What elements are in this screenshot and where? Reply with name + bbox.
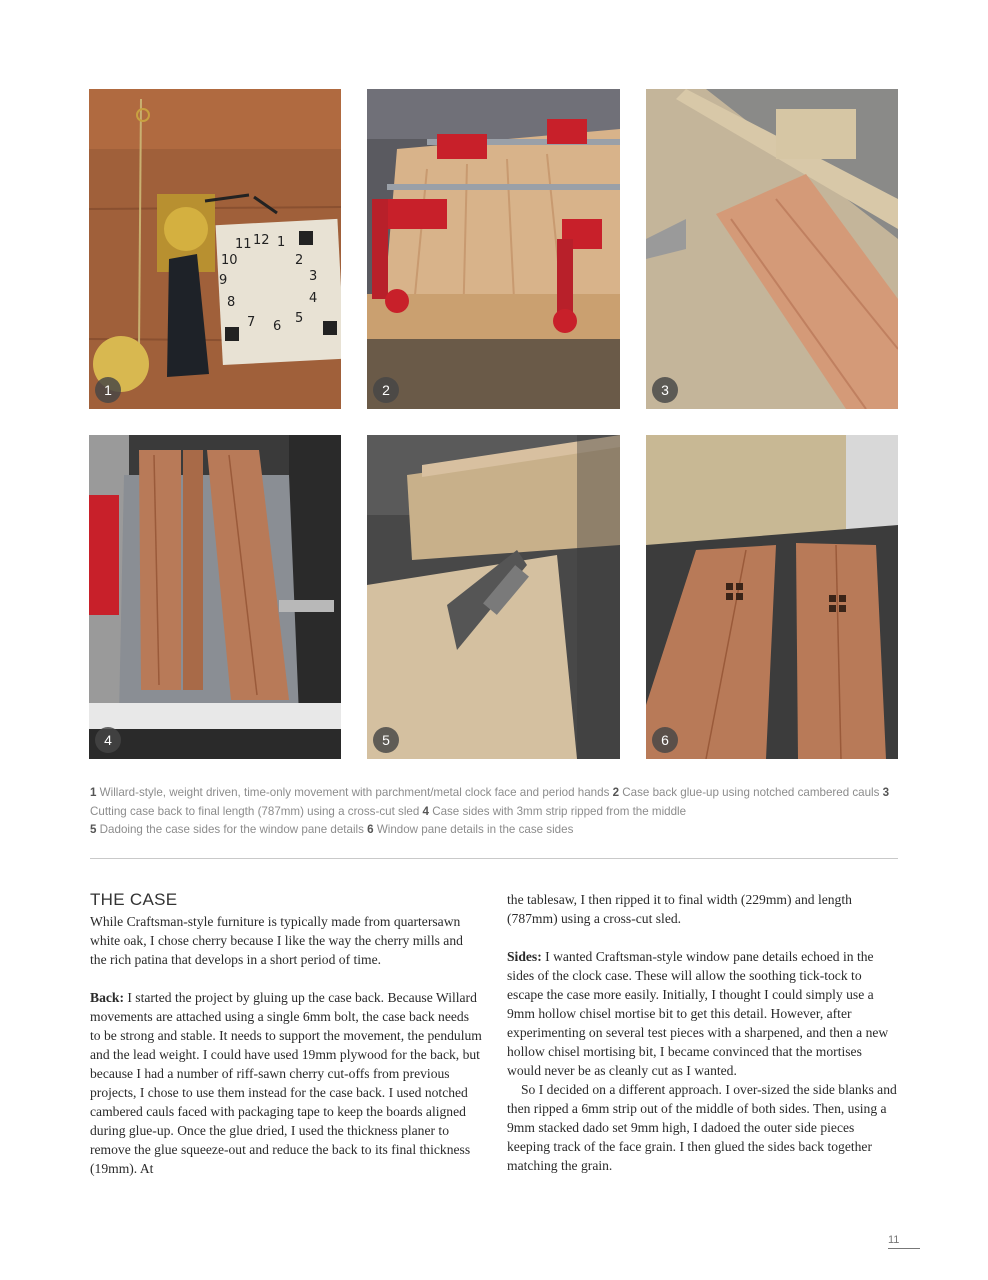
- caption-number: 5: [90, 823, 97, 836]
- photo-4-case-sides: [89, 435, 341, 759]
- caption-number: 1: [90, 786, 97, 799]
- photo-number-badge: 3: [652, 377, 678, 403]
- caption-number: 6: [367, 823, 374, 836]
- back-text: I started the project by gluing up the case back. Because Willard movements are attached using a single 6mm bolt, the case back needs to be strong and stable. It needs to support the movement, the pendulum and the lead weight. I could have used 19mm plywood for the back, but because I had a number of riff-sawn cherry cut-offs from previous projects, I chose to use them instead for the case back. I used notched cambered cauls faced with packaging tape to keep the boards aligned during glue-up. Once the glue dried, I used the thickness planer to remove the glue squeeze-out and reduce the back to its final thickness (19mm). At: [90, 990, 482, 1176]
- caption-number: 3: [882, 786, 890, 799]
- page-number: 11: [888, 1234, 920, 1249]
- photo-captions: [90, 784, 890, 840]
- section-heading: THE CASE: [90, 890, 178, 909]
- sides-paragraph: [507, 947, 899, 1080]
- caption-text: Dadoing the case sides for the window pane details: [96, 823, 368, 836]
- sides-label: Sides:: [507, 949, 542, 964]
- caption-text: Window pane details in the case sides: [373, 823, 574, 836]
- sides-text: I wanted Craftsman-style window pane details echoed in the sides of the clock case. These will allow the soothing tick-tock to escape the case more easily. Initially, I thought I could simply use a 9mm hollow chisel mortise bit to get this detail. However, after experimenting on several test pieces with a sharpened, and then a new hollow chisel mortising bit, I became convinced that the mortises would never be as cleanly cut as I wanted.: [507, 949, 889, 1078]
- photo-1-clock-movement: [89, 89, 341, 409]
- caption-text: Case sides with 3mm strip ripped from the middle: [428, 804, 687, 818]
- caption-number: 4: [422, 804, 429, 818]
- photo-3-crosscut-sled: [646, 89, 898, 409]
- back-label: Back:: [90, 990, 124, 1005]
- photo-2-glue-up: [367, 89, 620, 409]
- photo-number-badge: 5: [373, 727, 399, 753]
- caption-text: Cutting case back to final length (787mm) using a cross-cut sled: [90, 804, 423, 818]
- article-column-left: [90, 890, 482, 1178]
- photo-5-dadoing: [367, 435, 620, 759]
- back-paragraph: [90, 988, 482, 1178]
- intro-paragraph: While Craftsman-style furniture is typically made from quartersawn white oak, I chose cherry because I like the way the cherry mills and the rich patina that develops in a short period of time.: [90, 914, 463, 967]
- section-divider: [90, 858, 898, 859]
- caption-text: Case back glue-up using notched cambered cauls: [619, 786, 883, 799]
- photo-number-badge: 1: [95, 377, 121, 403]
- sides-paragraph-2: So I decided on a different approach. I over-sized the side blanks and then ripped a 6mm strip out of the middle of both sides. Then, using a 9mm stacked dado set 9mm high, I dadoed the outer side pieces keeping track of the face grain. I then glued the sides back together matching the grain.: [507, 1082, 897, 1173]
- back-continued: the tablesaw, I then ripped it to final width (229mm) and length (787mm) using a cross-cut sled.: [507, 892, 852, 926]
- photo-6-window-pane-details: [646, 435, 898, 759]
- caption-text: Willard-style, weight driven, time-only movement with parchment/metal clock face and period hands: [96, 786, 613, 799]
- caption-number: 2: [612, 786, 620, 799]
- photo-number-badge: 6: [652, 727, 678, 753]
- article-column-right: [507, 890, 899, 1175]
- photo-number-badge: 4: [95, 727, 121, 753]
- photo-number-badge: 2: [373, 377, 399, 403]
